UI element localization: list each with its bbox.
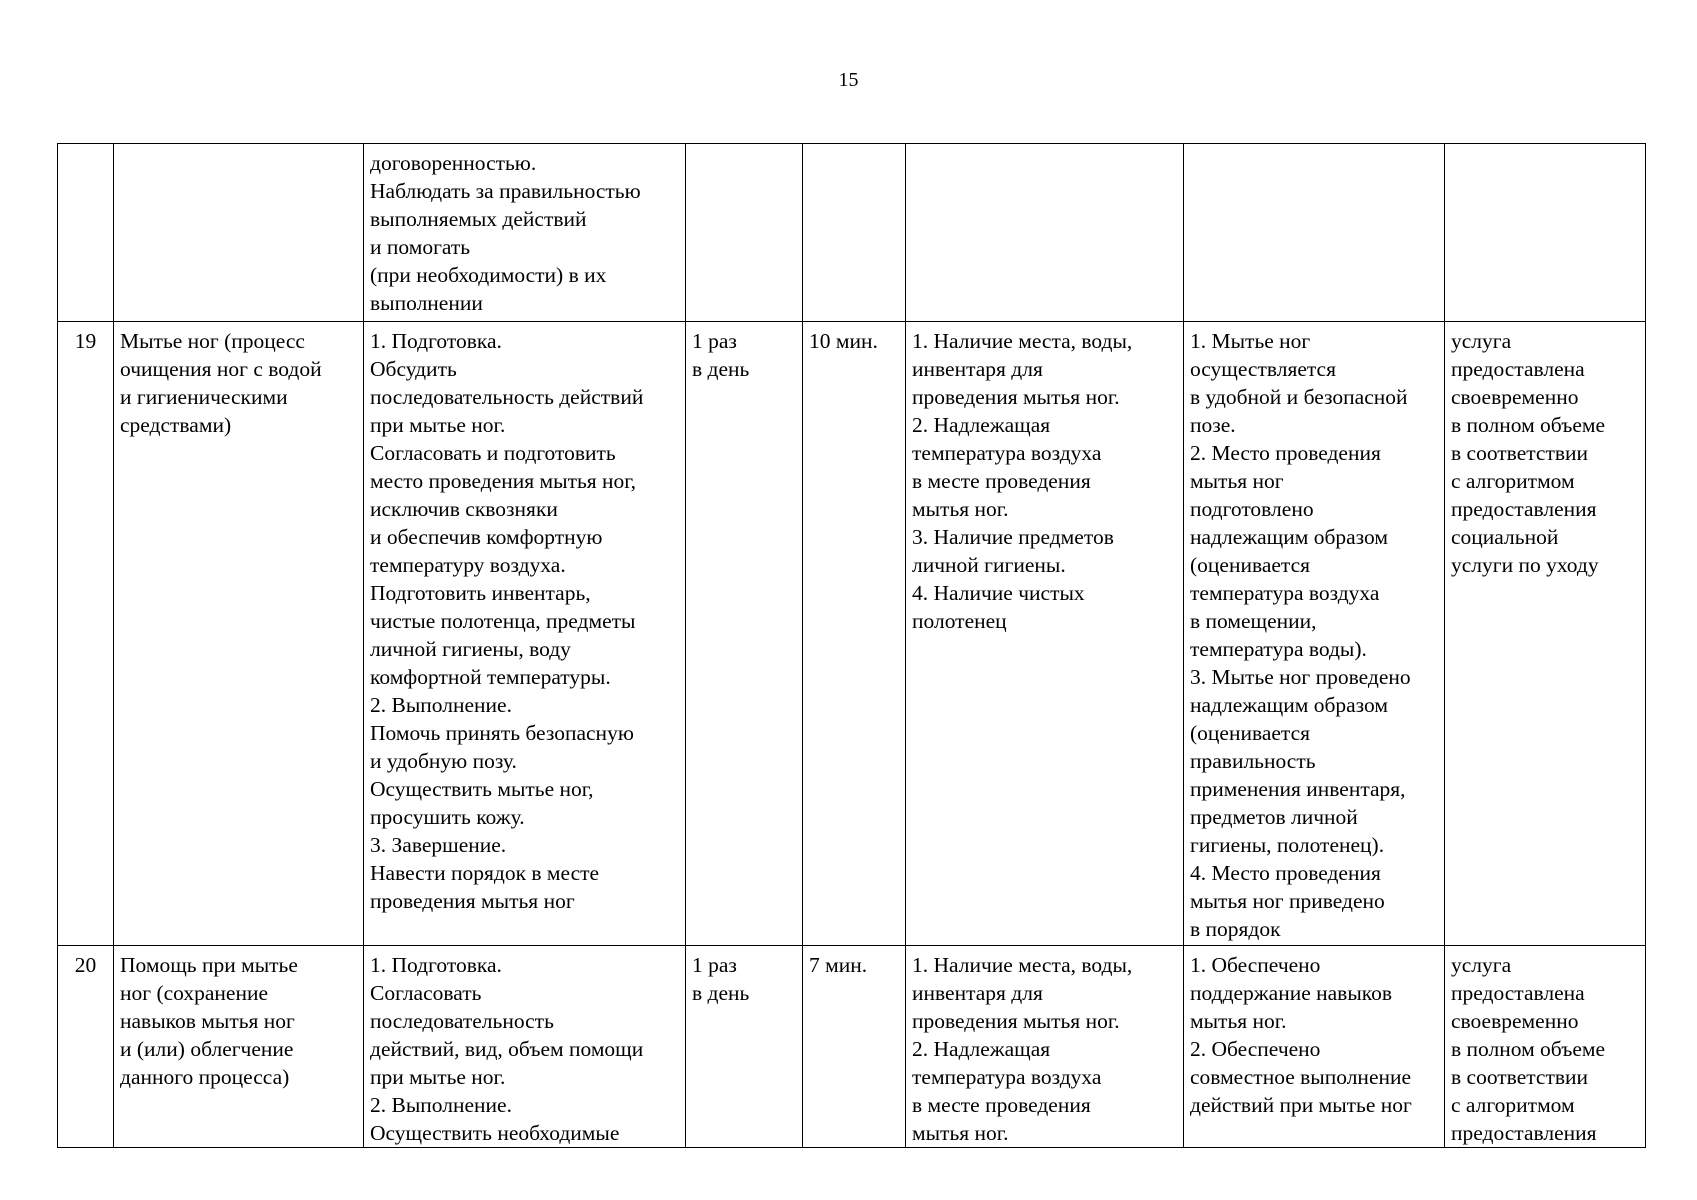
- cell-text-line: полотенец: [912, 609, 1007, 633]
- cell-text-line: температура воздуха: [912, 441, 1102, 465]
- cell-text-line: позе.: [1190, 413, 1236, 437]
- cell-text-line: 4. Наличие чистых: [912, 581, 1085, 605]
- cell-text-line: с алгоритмом: [1451, 1093, 1575, 1117]
- cell-service-name: [114, 322, 364, 946]
- cell-text-line: 2. Надлежащая: [912, 1037, 1051, 1061]
- cell-text-line: 2. Место проведения: [1190, 441, 1381, 465]
- cell-actions: [364, 144, 686, 322]
- cell-text-line: температура воды).: [1190, 637, 1367, 661]
- cell-text-line: средствами): [120, 413, 232, 437]
- cell-text-line: 1. Подготовка.: [370, 953, 502, 977]
- cell-text-line: 2. Выполнение.: [370, 1093, 512, 1117]
- cell-text-line: 2. Надлежащая: [912, 413, 1051, 437]
- cell-frequency: [686, 946, 803, 1148]
- cell-text-line: предоставления: [1451, 497, 1597, 521]
- cell-text-line: Помощь при мытье: [120, 953, 298, 977]
- cell-text-line: 3. Завершение.: [370, 833, 507, 857]
- cell-text-line: проведения мытья ног: [370, 889, 575, 913]
- cell-text-line: гигиены, полотенец).: [1190, 833, 1385, 857]
- cell-text-line: при мытье ног.: [370, 413, 506, 437]
- cell-text-line: действий при мытье ног: [1190, 1093, 1412, 1117]
- cell-text-line: применения инвентаря,: [1190, 777, 1406, 801]
- cell-text-line: проведения мытья ног.: [912, 385, 1120, 409]
- cell-text-line: 1 раз: [692, 329, 737, 353]
- cell-time: [803, 144, 906, 322]
- cell-text-line: 1. Обеспечено: [1190, 953, 1321, 977]
- cell-text-line: в порядок: [1190, 917, 1281, 941]
- cell-text-line: в месте проведения: [912, 469, 1091, 493]
- cell-text-line: с алгоритмом: [1451, 469, 1575, 493]
- cell-text-line: Согласовать: [370, 981, 482, 1005]
- cell-conditions: [906, 946, 1184, 1148]
- cell-text-line: предоставлена: [1451, 357, 1585, 381]
- cell-text-line: Осуществить необходимые: [370, 1121, 620, 1145]
- cell-text-line: правильность: [1190, 749, 1316, 773]
- cell-result: [1445, 946, 1646, 1148]
- cell-actions: [364, 322, 686, 946]
- cell-text-line: выполнении: [370, 291, 483, 315]
- cell-text-line: 2. Обеспечено: [1190, 1037, 1321, 1061]
- table-row: [58, 144, 1646, 322]
- cell-text-line: 1. Наличие места, воды,: [912, 953, 1133, 977]
- cell-text-line: инвентаря для: [912, 357, 1043, 381]
- cell-service-name: [114, 946, 364, 1148]
- cell-conditions: [906, 144, 1184, 322]
- cell-text-line: данного процесса): [120, 1065, 290, 1089]
- cell-text-line: температура воздуха: [1190, 581, 1380, 605]
- cell-text-line: в день: [692, 357, 750, 381]
- cell-text-line: выполняемых действий: [370, 207, 587, 231]
- cell-text-line: и помогать: [370, 235, 471, 259]
- cell-text-line: место проведения мытья ног,: [370, 469, 637, 493]
- cell-quality: [1184, 144, 1445, 322]
- cell-text-line: мытья ног.: [912, 1121, 1009, 1145]
- cell-text-line: услуги по уходу: [1451, 553, 1599, 577]
- cell-text-line: 10 мин.: [809, 329, 878, 353]
- cell-service-name: [114, 144, 364, 322]
- cell-text-line: в удобной и безопасной: [1190, 385, 1408, 409]
- cell-text-line: (при необходимости) в их: [370, 263, 607, 287]
- cell-text-line: Навести порядок в месте: [370, 861, 600, 885]
- cell-text-line: 1. Наличие места, воды,: [912, 329, 1133, 353]
- cell-text-line: в день: [692, 981, 750, 1005]
- cell-result: [1445, 144, 1646, 322]
- cell-text-line: и гигиеническими: [120, 385, 288, 409]
- cell-text-line: 3. Мытье ног проведено: [1190, 665, 1411, 689]
- cell-text-line: в месте проведения: [912, 1093, 1091, 1117]
- cell-text-line: Осуществить мытье ног,: [370, 777, 594, 801]
- cell-text-line: при мытье ног.: [370, 1065, 506, 1089]
- cell-text-line: мытья ног: [1190, 469, 1284, 493]
- cell-text-line: 4. Место проведения: [1190, 861, 1381, 885]
- cell-time: [803, 322, 906, 946]
- table-row: [58, 946, 1646, 1148]
- cell-text-line: в помещении,: [1190, 609, 1317, 633]
- cell-text-line: в полном объеме: [1451, 1037, 1606, 1061]
- services-table: [57, 143, 1646, 1148]
- row-number: 20: [74, 953, 97, 977]
- table-row: [58, 322, 1646, 946]
- cell-text-line: совместное выполнение: [1190, 1065, 1412, 1089]
- cell-text-line: услуга: [1451, 329, 1512, 353]
- cell-text-line: температуру воздуха.: [370, 553, 566, 577]
- cell-text-line: Подготовить инвентарь,: [370, 581, 591, 605]
- page-number: 15: [838, 69, 859, 91]
- cell-text-line: мытья ног.: [912, 497, 1009, 521]
- cell-text-line: Мытье ног (процесс: [120, 329, 305, 353]
- cell-text-line: осуществляется: [1190, 357, 1336, 381]
- cell-text-line: предоставления: [1451, 1121, 1597, 1145]
- cell-text-line: услуга: [1451, 953, 1512, 977]
- cell-time: [803, 946, 906, 1148]
- cell-text-line: инвентаря для: [912, 981, 1043, 1005]
- cell-text-line: навыков мытья ног: [120, 1009, 295, 1033]
- cell-text-line: чистые полотенца, предметы: [370, 609, 636, 633]
- cell-text-line: 2. Выполнение.: [370, 693, 512, 717]
- cell-text-line: и обеспечив комфортную: [370, 525, 603, 549]
- cell-text-line: личной гигиены, воду: [370, 637, 571, 661]
- cell-text-line: 7 мин.: [809, 953, 868, 977]
- cell-text-line: 1. Подготовка.: [370, 329, 502, 353]
- cell-text-line: социальной: [1451, 525, 1559, 549]
- cell-text-line: своевременно: [1451, 385, 1579, 409]
- cell-result: [1445, 322, 1646, 946]
- cell-frequency: [686, 322, 803, 946]
- cell-actions: [364, 946, 686, 1148]
- cell-text-line: предоставлена: [1451, 981, 1585, 1005]
- cell-text-line: температура воздуха: [912, 1065, 1102, 1089]
- cell-quality: [1184, 946, 1445, 1148]
- cell-text-line: Обсудить: [370, 357, 457, 381]
- cell-number: [58, 946, 114, 1148]
- cell-text-line: договоренностью.: [370, 151, 537, 175]
- cell-text-line: в соответствии: [1451, 441, 1589, 465]
- cell-text-line: проведения мытья ног.: [912, 1009, 1120, 1033]
- cell-text-line: (оценивается: [1190, 721, 1311, 745]
- cell-text-line: надлежащим образом: [1190, 693, 1388, 717]
- cell-text-line: поддержание навыков: [1190, 981, 1393, 1005]
- cell-text-line: подготовлено: [1190, 497, 1314, 521]
- cell-text-line: в полном объеме: [1451, 413, 1606, 437]
- cell-text-line: действий, вид, объем помощи: [370, 1037, 644, 1061]
- cell-text-line: своевременно: [1451, 1009, 1579, 1033]
- cell-text-line: надлежащим образом: [1190, 525, 1388, 549]
- cell-number: [58, 322, 114, 946]
- cell-text-line: личной гигиены.: [912, 553, 1066, 577]
- cell-text-line: исключив сквозняки: [370, 497, 558, 521]
- cell-text-line: и удобную позу.: [370, 749, 517, 773]
- row-number: 19: [74, 329, 97, 353]
- cell-number: [58, 144, 114, 322]
- cell-text-line: последовательность: [370, 1009, 554, 1033]
- cell-text-line: (оценивается: [1190, 553, 1311, 577]
- cell-text-line: просушить кожу.: [370, 805, 525, 829]
- cell-text-line: последовательность действий: [370, 385, 644, 409]
- cell-text-line: Наблюдать за правильностью: [370, 179, 641, 203]
- cell-frequency: [686, 144, 803, 322]
- cell-text-line: 3. Наличие предметов: [912, 525, 1114, 549]
- cell-text-line: мытья ног приведено: [1190, 889, 1385, 913]
- cell-text-line: ног (сохранение: [120, 981, 269, 1005]
- cell-text-line: комфортной температуры.: [370, 665, 611, 689]
- cell-text-line: и (или) облегчение: [120, 1037, 294, 1061]
- cell-text-line: в соответствии: [1451, 1065, 1589, 1089]
- cell-text-line: 1. Мытье ног: [1190, 329, 1311, 353]
- cell-text-line: очищения ног с водой: [120, 357, 322, 381]
- cell-text-line: Согласовать и подготовить: [370, 441, 616, 465]
- cell-text-line: 1 раз: [692, 953, 737, 977]
- cell-conditions: [906, 322, 1184, 946]
- cell-text-line: мытья ног.: [1190, 1009, 1287, 1033]
- cell-text-line: Помочь принять безопасную: [370, 721, 634, 745]
- cell-quality: [1184, 322, 1445, 946]
- cell-text-line: предметов личной: [1190, 805, 1358, 829]
